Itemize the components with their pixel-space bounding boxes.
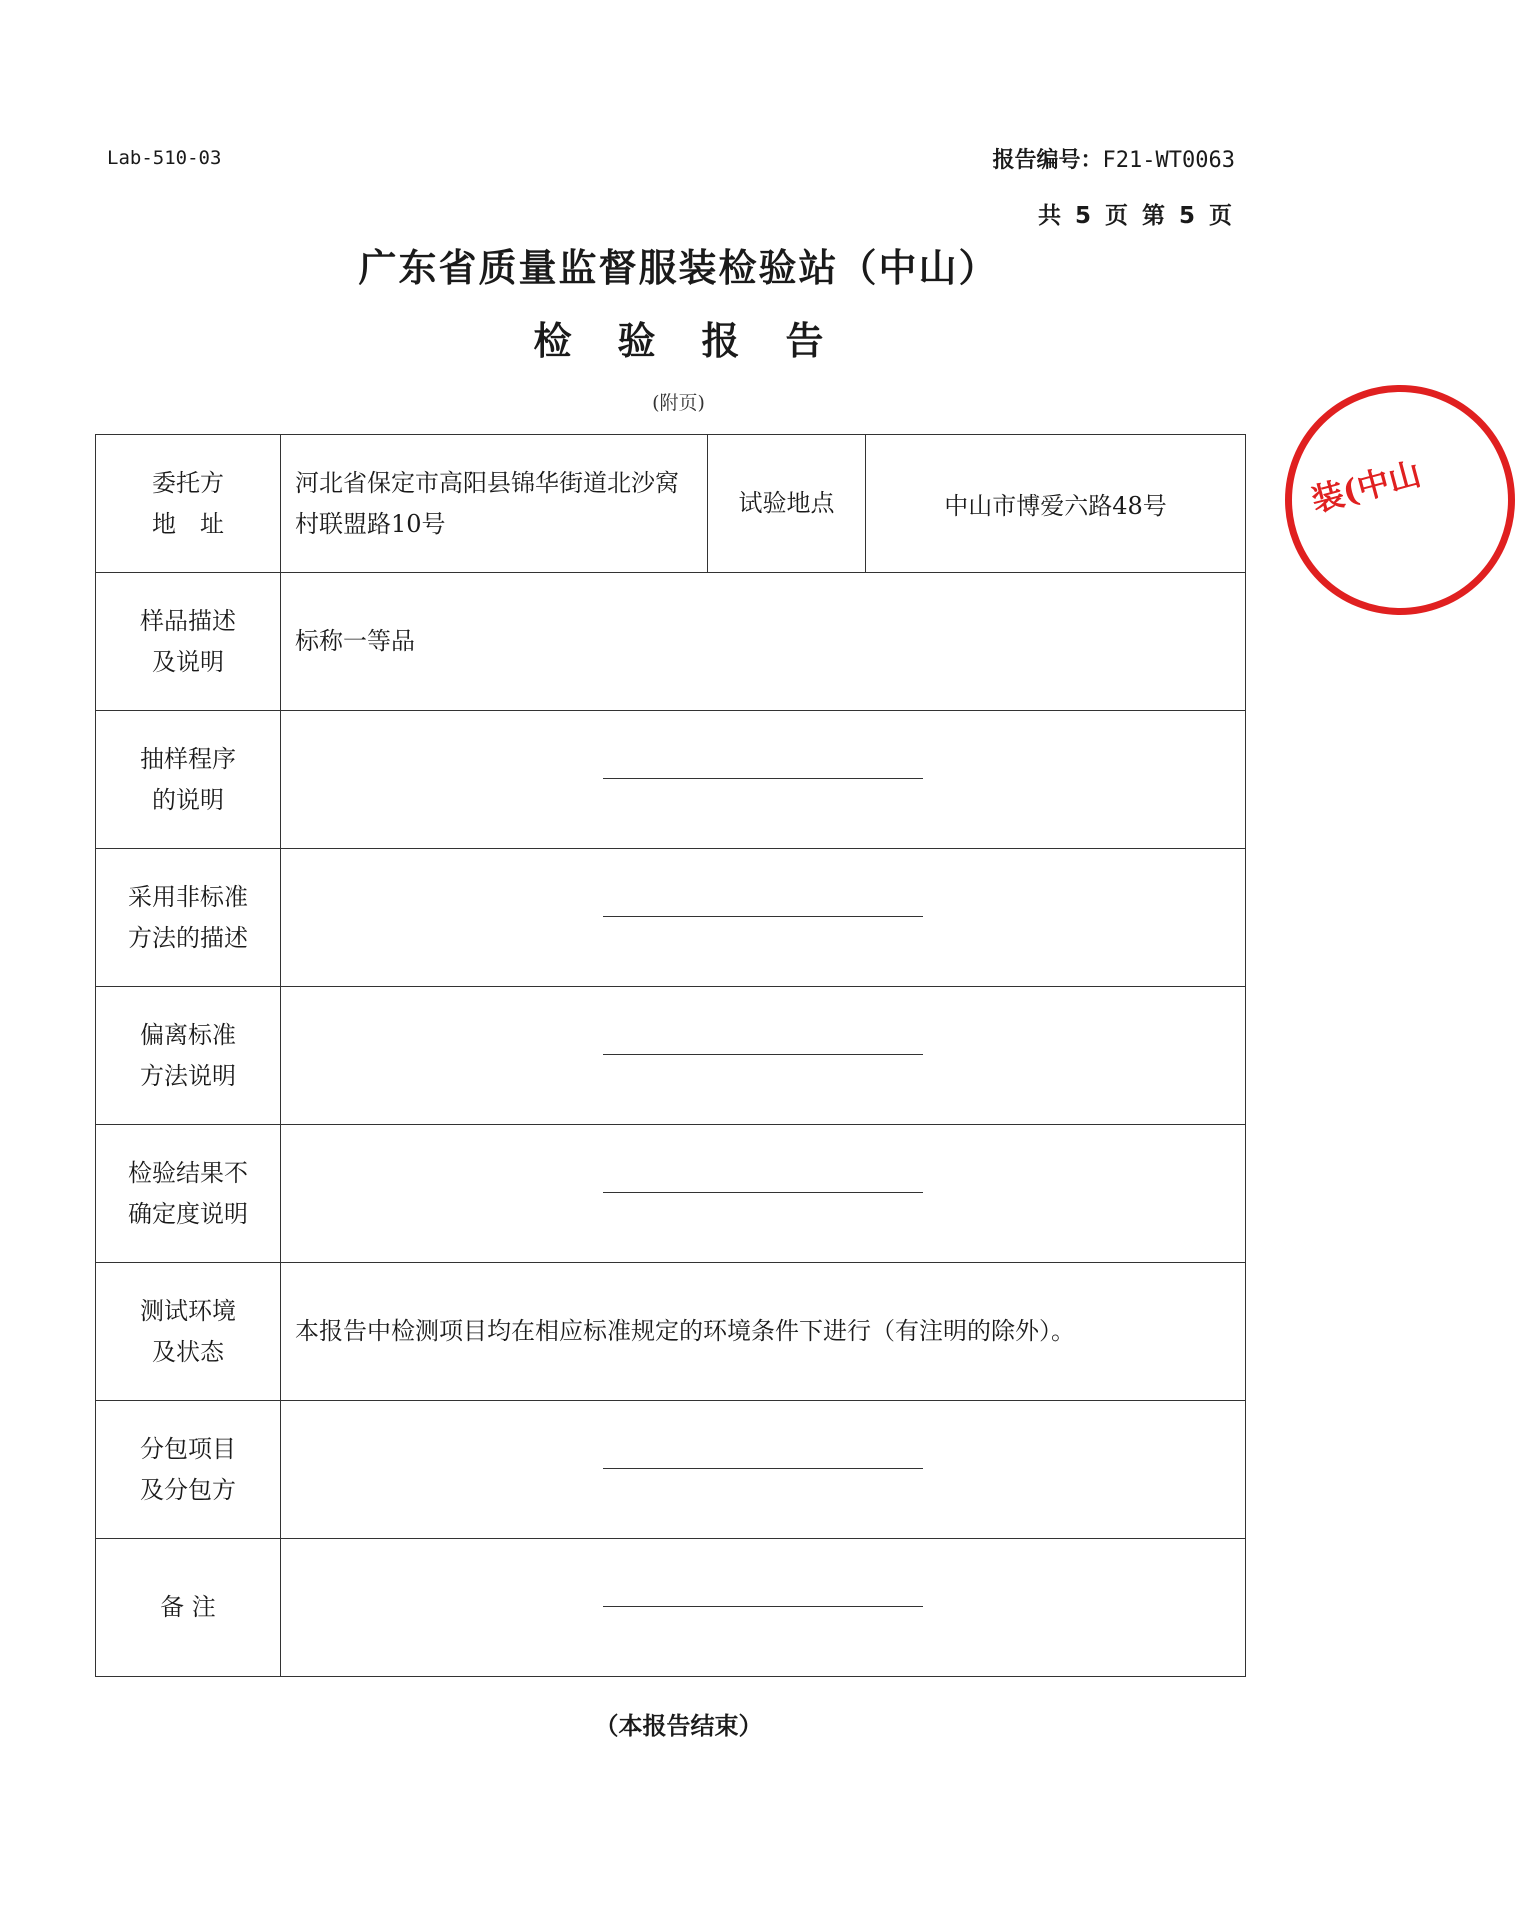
dash-line [603,1054,923,1055]
dash-line [603,1606,923,1607]
empty-value-dash [281,1125,1246,1263]
row-label [96,711,281,849]
empty-value-dash [281,1401,1246,1539]
row-label-line: 测试环境 [140,1296,236,1325]
row-label-line: 及分包方 [140,1475,236,1504]
row-label-line: 采用非标准 [128,882,248,911]
table-row-deviation [96,987,1246,1125]
appendix-label: (附页) [652,392,705,414]
page-count: 共 5 页 第 5 页 [1037,203,1235,229]
row-label-line: 确定度说明 [128,1199,248,1228]
row-label-line: 抽样程序 [140,744,236,773]
report-number-label: 报告编号： [992,148,1103,173]
dash-line [603,916,923,917]
table-row-remarks [96,1539,1246,1677]
lab-code: Lab-510-03 [107,147,222,169]
row-label [96,573,281,711]
row-label-line: 委托方 [152,468,224,497]
row-label [96,1539,281,1677]
table-row-environment [96,1263,1246,1401]
test-location-value: 中山市博爱六路48号 [866,435,1246,573]
row-label [96,849,281,987]
row-label-line: 地 址 [152,509,224,538]
environment-value: 本报告中检测项目均在相应标准规定的环境条件下进行（有注明的除外）。 [281,1263,1246,1401]
empty-value-dash [281,711,1246,849]
empty-value-dash [281,1539,1246,1677]
row-label-line: 方法说明 [140,1061,236,1090]
table-row-sampling-procedure [96,711,1246,849]
sample-description-value: 标称一等品 [281,573,1246,711]
report-table [95,434,1246,1677]
table-row-uncertainty [96,1125,1246,1263]
row-label-line: 分包项目 [140,1434,236,1463]
table-row-client-address [96,435,1246,573]
table-row-subcontract [96,1401,1246,1539]
dash-line [603,1192,923,1193]
table-row-nonstandard-method [96,849,1246,987]
row-label-line: 及状态 [152,1337,224,1366]
table-row-sample-description [96,573,1246,711]
official-seal [1285,385,1515,615]
row-label-line: 检验结果不 [128,1158,248,1187]
document-title: 广东省质量监督服装检验站（中山） [358,246,999,290]
report-number-value: F21-WT0063 [1102,148,1235,173]
document-subtitle: 检验报告 [533,319,870,363]
row-label-line: 偏离标准 [140,1020,236,1049]
dash-line [603,1468,923,1469]
dash-line [603,778,923,779]
row-label-line: 的说明 [152,785,224,814]
empty-value-dash [281,987,1246,1125]
test-location-label: 试验地点 [708,435,866,573]
row-label [96,435,281,573]
row-label [96,1263,281,1401]
row-label [96,1401,281,1539]
report-number [993,143,1235,174]
client-address-value: 河北省保定市高阳县锦华街道北沙窝村联盟路10号 [281,435,708,573]
end-of-report-note: （本报告结束） [594,1712,763,1740]
row-label [96,1125,281,1263]
row-label-line: 备 注 [160,1593,216,1622]
row-label [96,987,281,1125]
row-label-line: 方法的描述 [128,923,248,952]
row-label-line: 样品描述 [140,606,236,635]
row-label-line: 及说明 [152,647,224,676]
empty-value-dash [281,849,1246,987]
seal-text: 装(中山 [1307,454,1425,520]
